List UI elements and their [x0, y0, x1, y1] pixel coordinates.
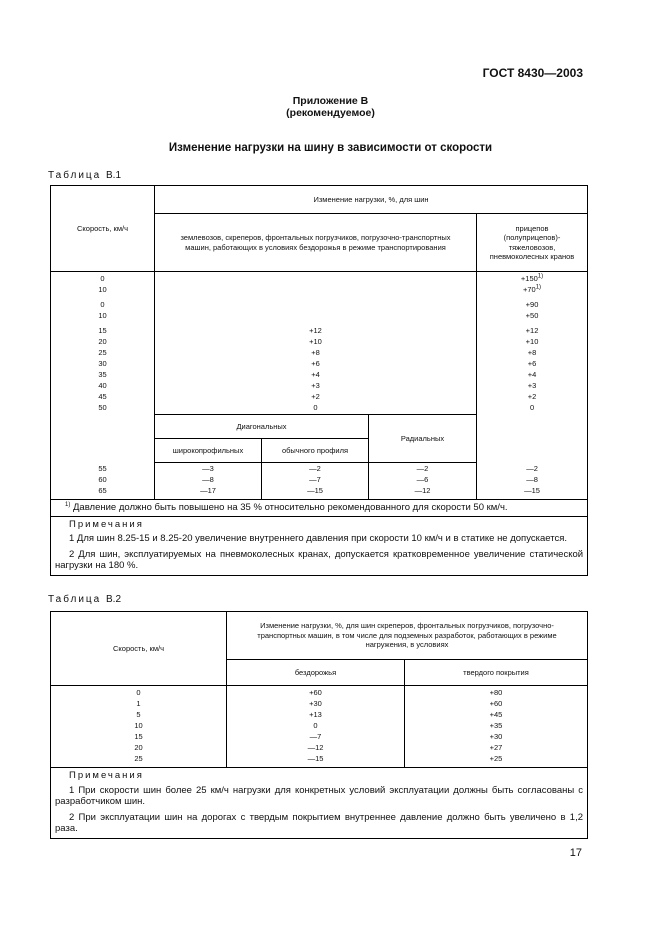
- t2-hard-values: [405, 686, 588, 768]
- speed-cell: 5: [136, 710, 141, 719]
- value-cell: +6: [527, 359, 537, 369]
- value-cell: +12: [309, 326, 322, 335]
- footnote-text: Давление должно быть повышено на 35 % относительно рекомендованного для скорости 50 км/ч.: [72, 502, 508, 513]
- t1-header-speed: Скорость, км/ч: [51, 186, 155, 272]
- value-cell: —2: [416, 464, 429, 473]
- value-cell: —2: [309, 464, 321, 473]
- value-cell: —15: [524, 485, 540, 495]
- value-cell: +70: [522, 285, 536, 295]
- appendix-subtitle: (рекомендуемое): [286, 107, 375, 119]
- section-title: Изменение нагрузки на шину в зависимости от скорости: [168, 142, 493, 154]
- t1-radial-values: [369, 463, 477, 500]
- table1-caption: [48, 170, 121, 181]
- value-cell: +80: [489, 688, 503, 697]
- value-cell: +2: [311, 392, 320, 401]
- appendix-title: Приложение В: [292, 95, 369, 107]
- speed-cell: 50: [98, 403, 107, 413]
- value-cell: +50: [525, 311, 539, 321]
- t1-normal-values: [262, 463, 369, 500]
- note-2: 2 При эксплуатации шин на дорогах с твердым покрытием внутреннее давление должно быть увеличено в 1,2 раза.: [55, 811, 583, 834]
- table1-caption-num: В.1: [106, 170, 122, 181]
- value-cell: +6: [311, 359, 320, 368]
- value-cell: 0: [529, 403, 535, 413]
- value-cell: —7: [309, 475, 321, 484]
- speed-cell: 45: [98, 392, 107, 402]
- value-cell: +60: [309, 688, 322, 697]
- speed-cell: 15: [134, 732, 143, 741]
- t1-subheader-wide: широкопрофильных: [155, 439, 262, 463]
- t1-subheader-diagonal: Диагональных: [155, 415, 369, 439]
- t1-subheader-normal: обычного профиля: [262, 439, 369, 463]
- value-cell: —17: [200, 486, 216, 495]
- value-cell: +30: [309, 699, 322, 708]
- value-cell: +30: [489, 732, 503, 741]
- value-cell: +4: [311, 370, 320, 379]
- t2-notes: [51, 768, 588, 839]
- speed-cell: 60: [98, 474, 107, 484]
- note-2: 2 Для шин, эксплуатируемых на пневмоколесных кранах, допускается кратковременное увеличение статической нагрузки на 180 %.: [55, 548, 584, 571]
- t1-trailer-values-d: [477, 463, 588, 500]
- value-cell: —8: [526, 474, 538, 484]
- notes-title: Примечания: [69, 770, 144, 781]
- t1-header-change: Изменение нагрузки, %, для шин: [155, 186, 588, 214]
- appendix-heading: [0, 95, 661, 119]
- speed-cell: 0: [100, 274, 105, 284]
- value-cell: +150: [520, 274, 538, 284]
- speed-cell: 1: [136, 699, 141, 708]
- speed-cell: 20: [134, 743, 143, 752]
- notes-title: Примечания: [69, 518, 144, 530]
- t1-speeds-a: [51, 272, 155, 415]
- t1-earth-values: [155, 272, 477, 415]
- value-cell: +45: [489, 710, 503, 719]
- value-cell: +27: [489, 743, 503, 752]
- value-cell: —2: [526, 463, 538, 473]
- value-cell: +90: [525, 300, 539, 310]
- value-cell: 0: [313, 403, 318, 412]
- t1-footnote: [51, 500, 588, 517]
- t2-speeds: [51, 686, 227, 768]
- speed-cell: 35: [98, 370, 107, 380]
- speed-cell: 65: [98, 485, 107, 495]
- t1-trailer-values: [477, 272, 588, 415]
- page-number: 17: [569, 847, 582, 859]
- note-1: 1 Для шин 8.25-15 и 8.25-20 увеличение внутреннего давления при скорости 10 км/ч и в статике не допускается.: [69, 533, 567, 544]
- table-b2: [50, 611, 588, 839]
- speed-cell: 25: [98, 348, 107, 358]
- speed-cell: 0: [136, 688, 141, 697]
- document-id: ГОСТ 8430—2003: [482, 66, 583, 80]
- value-cell: —7: [309, 732, 322, 741]
- t2-header-change: Изменение нагрузки, %, для шин скреперов, фронтальных погрузчиков, погрузочно-транспортных машин, в том числе для подземных разработок, работающих в режиме нагружения, в условиях: [227, 612, 588, 660]
- table2-caption-word: Таблица: [48, 594, 102, 605]
- speed-cell: 0: [100, 300, 105, 310]
- value-cell: —12: [414, 486, 431, 495]
- value-cell: +2: [527, 392, 537, 402]
- speed-cell: 40: [98, 381, 107, 391]
- value-cell: +8: [527, 348, 537, 358]
- table-b1: [50, 185, 588, 576]
- t1-header-earthmovers: землевозов, скреперов, фронтальных погрузчиков, погрузочно-транспортных машин, работающих в условиях бездорожья в режиме транспортирования: [155, 214, 477, 272]
- speed-cell: 30: [98, 359, 107, 369]
- value-cell: +4: [527, 370, 537, 380]
- value-cell: +60: [489, 699, 503, 708]
- speed-cell: 10: [134, 721, 143, 730]
- table2-caption: [48, 594, 121, 605]
- value-cell: +35: [489, 721, 503, 730]
- table2-caption-num: В.2: [106, 594, 122, 605]
- note-1: 1 При скорости шин более 25 км/ч нагрузки для конкретных условий эксплуатации должны быть согласованы с разработчиком шин.: [55, 784, 583, 807]
- value-cell: +13: [309, 710, 322, 719]
- value-cell: —12: [307, 743, 324, 752]
- value-cell: —15: [307, 754, 324, 763]
- value-cell: +3: [527, 381, 537, 391]
- speed-cell: 55: [98, 463, 107, 473]
- t2-header-hard: твердого покрытия: [405, 660, 588, 686]
- t1-subheader-radial: Радиальных: [369, 415, 477, 463]
- value-cell: —6: [416, 475, 429, 484]
- speed-cell: 25: [134, 754, 143, 763]
- value-cell: +3: [311, 381, 320, 390]
- t1-notes: [51, 516, 588, 575]
- speed-cell: 10: [98, 285, 107, 295]
- t1-speeds-d: [51, 463, 155, 500]
- t2-header-speed: Скорость, км/ч: [51, 612, 227, 686]
- speed-cell: 20: [98, 337, 107, 347]
- t2-offroad-values: [227, 686, 405, 768]
- t2-header-offroad: бездорожья: [227, 660, 405, 686]
- t1-header-trailers: прицепов (полуприцепов)-тяжеловозов, пневмоколесных кранов: [477, 214, 588, 272]
- value-cell: +8: [311, 348, 320, 357]
- value-cell: +10: [525, 337, 539, 347]
- speed-cell: 15: [98, 326, 107, 336]
- table1-caption-word: Таблица: [48, 170, 102, 181]
- value-cell: 0: [313, 721, 318, 730]
- speed-cell: 10: [98, 311, 107, 321]
- footnote-mark: 1): [65, 501, 71, 508]
- value-cell: —15: [307, 486, 323, 495]
- t1-wide-values: [155, 463, 262, 500]
- value-cell: +12: [525, 326, 539, 336]
- footnote-mark: 1): [537, 273, 544, 280]
- value-cell: +10: [309, 337, 322, 346]
- footnote-mark: 1): [535, 284, 542, 291]
- value-cell: —8: [202, 475, 214, 484]
- value-cell: —3: [202, 464, 214, 473]
- value-cell: +25: [489, 754, 503, 763]
